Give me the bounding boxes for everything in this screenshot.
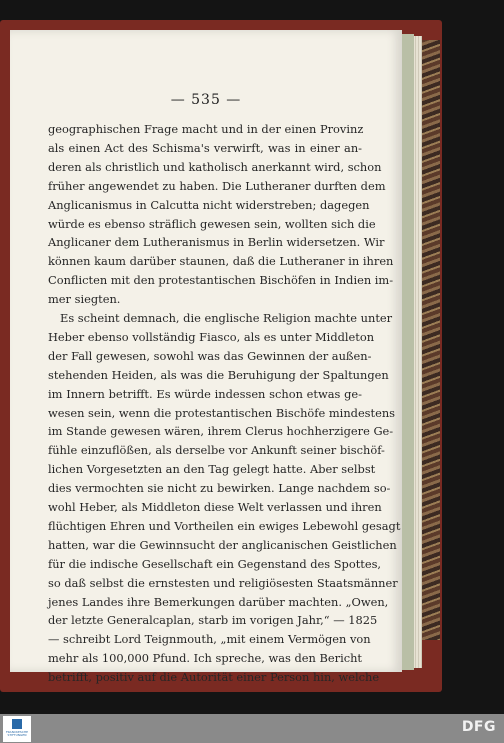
text-line: lichen Vorgesetzten an den Tag gelegt hatte. Aber selbst xyxy=(48,462,376,477)
text-line: stehenden Heiden, als was die Beruhigung der Spaltungen xyxy=(48,367,389,382)
text-line: früher angewendet zu haben. Die Lutheraner durften dem xyxy=(48,178,386,193)
institution-logo xyxy=(3,716,31,742)
text-line: Anglicanismus in Calcutta nicht widerstreben; dagegen xyxy=(48,197,370,212)
text-line: im Innern betrifft. Es würde indessen schon etwas ge- xyxy=(48,386,362,401)
text-line: der letzte Generalcaplan, starb im vorigen Jahr,“ — 1825 xyxy=(48,613,378,628)
text-line: im Stande gewesen wären, ihrem Clerus hochherzigere Ge- xyxy=(48,424,394,439)
dfg-logo: DFG xyxy=(461,719,496,735)
text-line: mehr als 100,000 Pfund. Ich spreche, was den Bericht xyxy=(48,651,362,666)
text-line: Conflicten mit den protestantischen Bischöfen in Indien im- xyxy=(48,273,394,288)
text-line: der Fall gewesen, sowohl was das Gewinnen der außen- xyxy=(48,348,372,363)
logo-mark-icon xyxy=(12,719,22,729)
logo-text: FRANCKESCHE STIFTUNGEN xyxy=(5,730,29,737)
text-line: deren als christlich und katholisch anerkannt wird, schon xyxy=(48,159,382,174)
text-line: Heber ebenso vollständig Fiasco, als es unter Middleton xyxy=(48,329,375,344)
text-line: hatten, war die Gewinnsucht der anglicanischen Geistlichen xyxy=(48,537,397,552)
text-line: so daß selbst die ernstesten und religiösesten Staatsmänner xyxy=(48,575,398,590)
text-line: geographischen Frage macht und in der einen Provinz xyxy=(48,122,364,136)
text-line: können kaum darüber staunen, daß die Lutheraner in ihren xyxy=(48,254,394,269)
text-line: dies vermochten sie nicht zu bewirken. Lange nachdem so- xyxy=(48,481,391,496)
text-line: fühle einzuflößen, als derselbe vor Ankunft seiner bischöf- xyxy=(48,443,385,458)
text-line: flüchtigen Ehren und Vortheilen ein ewiges Lebewohl gesagt xyxy=(48,518,401,533)
text-line: mer siegten. xyxy=(48,292,121,307)
book-page xyxy=(10,30,402,685)
page-number: — 535 — xyxy=(170,92,242,108)
text-line: würde es ebenso sträflich gewesen sein, wollten sich die xyxy=(48,216,376,231)
text-line: Es scheint demnach, die englische Religion machte unter xyxy=(60,311,393,325)
text-line: betrifft, positiv auf die Autorität einer Person hin, welche xyxy=(48,670,380,685)
text-line: für die indische Gesellschaft ein Gegenstand des Spottes, xyxy=(48,556,382,571)
text-line: wesen sein, wenn die protestantischen Bischöfe mindestens xyxy=(48,405,396,420)
text-line: wohl Heber, als Middleton diese Welt verlassen und ihren xyxy=(48,500,382,514)
text-line: — schreibt Lord Teignmouth, „mit einem Vermögen von xyxy=(48,632,371,647)
endpaper xyxy=(400,34,414,670)
text-line: Anglicaner dem Lutheranismus in Berlin widersetzen. Wir xyxy=(48,235,385,250)
text-line: als einen Act des Schisma's verwirft, was in einer an- xyxy=(48,140,362,155)
text-line: jenes Landes ihre Bemerkungen darüber machten. „Owen, xyxy=(48,594,389,609)
viewer-footer-bar xyxy=(0,714,504,743)
